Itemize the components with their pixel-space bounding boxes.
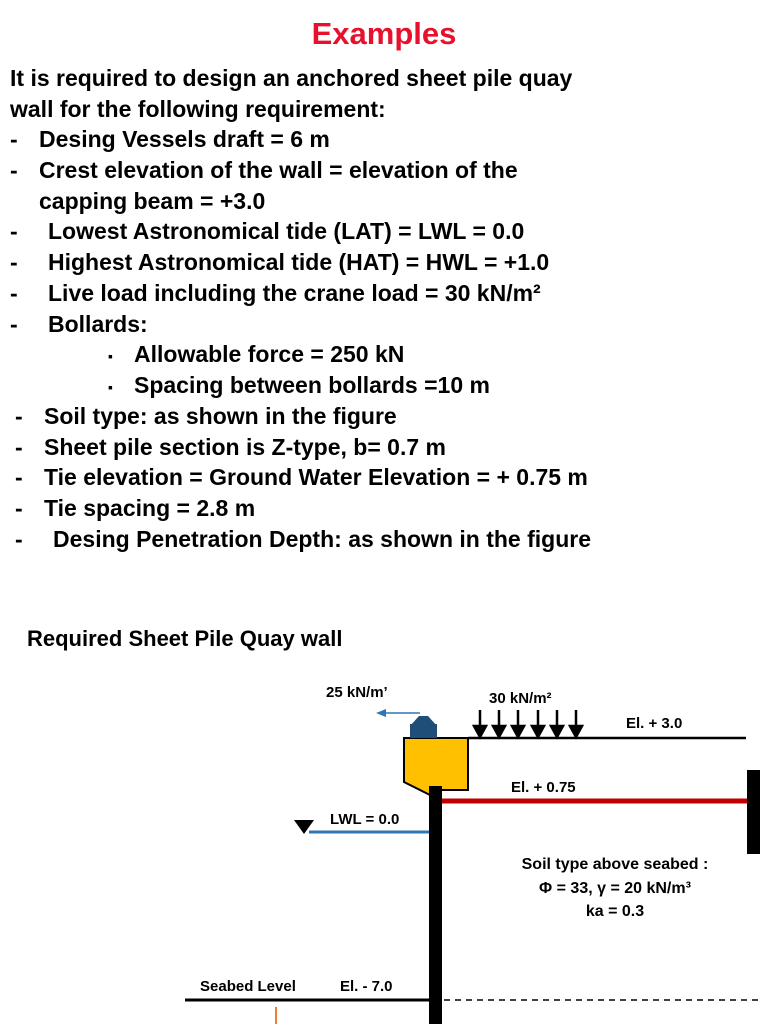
req-crest-text-2: capping beam = +3.0 bbox=[39, 188, 266, 214]
soil-label-line-2: Φ = 33, γ = 20 kN/m³ bbox=[539, 880, 691, 897]
req-bollard-force-text: Allowable force = 250 kN bbox=[134, 341, 405, 367]
dash-bullet: - bbox=[10, 157, 18, 183]
dash-bullet: - bbox=[15, 526, 23, 552]
surcharge-arrows bbox=[474, 710, 582, 737]
req-draft-text: Desing Vessels draft = 6 m bbox=[39, 126, 330, 152]
soil-label-line-1: Soil type above seabed : bbox=[521, 856, 709, 873]
req-soil-type-text: Soil type: as shown in the figure bbox=[44, 403, 397, 429]
req-bollard-spacing-text: Spacing between bollards =10 m bbox=[134, 372, 490, 398]
dash-bullet: - bbox=[10, 311, 18, 337]
req-tie-spacing-text: Tie spacing = 2.8 m bbox=[44, 495, 256, 521]
tie-elevation-label: El. + 0.75 bbox=[511, 779, 576, 796]
dash-bullet: - bbox=[10, 126, 18, 152]
intro-line-1: It is required to design an anchored sheet pile quay bbox=[10, 65, 573, 91]
dash-bullet: - bbox=[10, 218, 18, 244]
anchor-wall bbox=[747, 770, 760, 854]
bollard-icon bbox=[410, 716, 437, 738]
req-live-load-text: Live load including the crane load = 30 kN/m² bbox=[48, 280, 541, 306]
req-penetration-text: Desing Penetration Depth: as shown in the figure bbox=[53, 526, 591, 552]
req-sheet-pile-text: Sheet pile section is Z-type, b= 0.7 m bbox=[44, 434, 446, 460]
dash-bullet: - bbox=[15, 434, 23, 460]
dash-bullet: - bbox=[15, 403, 23, 429]
req-hat-text: Highest Astronomical tide (HAT) = HWL = +1.0 bbox=[48, 249, 550, 275]
dash-bullet: - bbox=[15, 464, 23, 490]
square-bullet: ▪ bbox=[108, 348, 113, 364]
dash-bullet: - bbox=[15, 495, 23, 521]
bollard-force-arrow bbox=[376, 709, 420, 717]
req-lat-text: Lowest Astronomical tide (LAT) = LWL = 0.0 bbox=[48, 218, 525, 244]
sheet-pile-wall bbox=[429, 786, 442, 1024]
req-tie-elevation-text: Tie elevation = Ground Water Elevation = + 0.75 m bbox=[44, 464, 588, 490]
dash-bullet: - bbox=[10, 249, 18, 275]
figure-heading: Required Sheet Pile Quay wall bbox=[27, 626, 343, 651]
bollard-load-label: 25 kN/m’ bbox=[326, 684, 388, 701]
req-bollards-text: Bollards: bbox=[48, 311, 148, 337]
seabed-elevation-label: El. - 7.0 bbox=[340, 978, 393, 995]
soil-label-line-3: ka = 0.3 bbox=[585, 903, 645, 920]
lwl-label: LWL = 0.0 bbox=[330, 811, 400, 828]
surcharge-label: 30 kN/m² bbox=[489, 690, 552, 707]
dash-bullet: - bbox=[10, 280, 18, 306]
crest-elevation-label: El. + 3.0 bbox=[626, 715, 683, 732]
page-title: Examples bbox=[311, 16, 457, 51]
intro-line-2: wall for the following requirement: bbox=[10, 96, 386, 122]
req-crest-text-1: Crest elevation of the wall = elevation of the bbox=[39, 157, 518, 183]
square-bullet: ▪ bbox=[108, 379, 113, 395]
seabed-level-label: Seabed Level bbox=[200, 978, 296, 995]
